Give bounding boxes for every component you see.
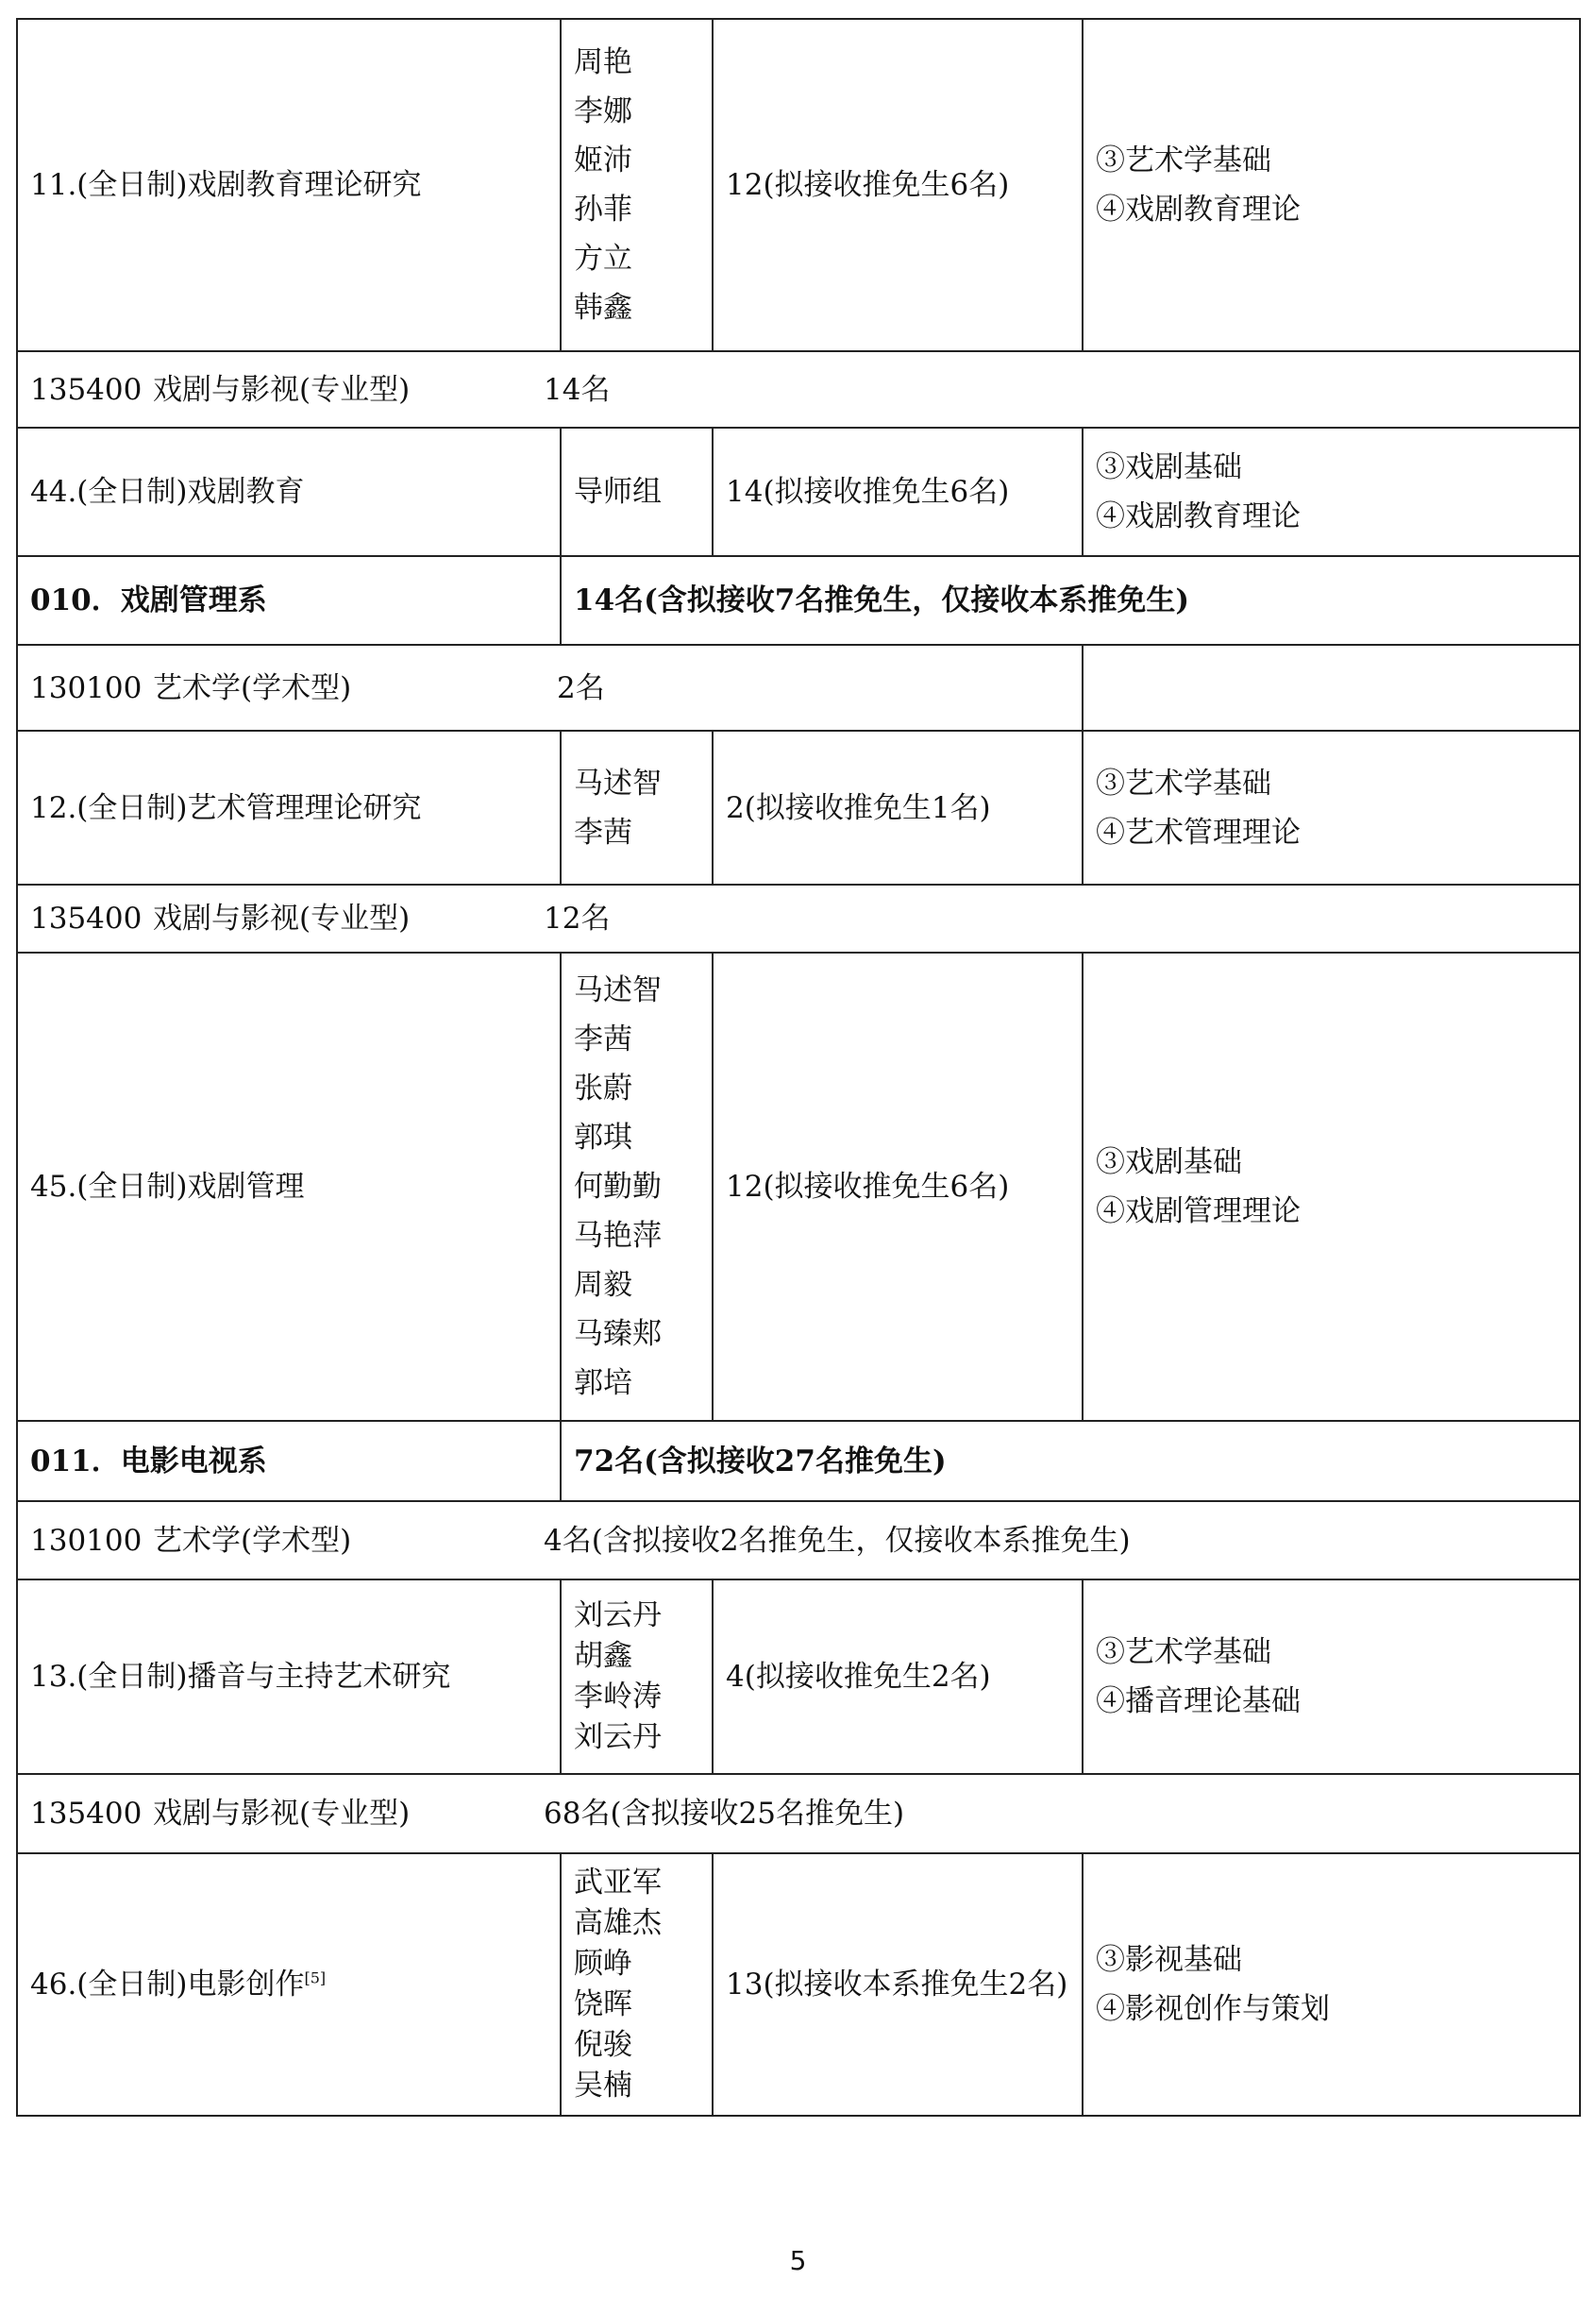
department-row bbox=[17, 556, 1580, 645]
exam-subjects: ③艺术学基础 ④播音理论基础 bbox=[1083, 1579, 1580, 1774]
department-row bbox=[17, 1421, 1580, 1501]
direction-name: 11.(全日制)戏剧教育理论研究 bbox=[17, 19, 561, 351]
major-title: 戏剧与影视(专业型) bbox=[153, 1797, 411, 1831]
major-code: 130100 bbox=[30, 670, 143, 705]
footnote-ref: [5] bbox=[304, 1968, 327, 1987]
major-row bbox=[17, 885, 1580, 953]
major-quota: 4名(含拟接收2名推免生，仅接收本系推免生) bbox=[544, 1523, 1131, 1558]
direction-name: 13.(全日制)播音与主持艺术研究 bbox=[17, 1579, 561, 1774]
direction-row bbox=[17, 953, 1580, 1421]
direction-name: 12.(全日制)艺术管理理论研究 bbox=[17, 731, 561, 885]
exam-subjects: ③艺术学基础 ④艺术管理理论 bbox=[1083, 731, 1580, 885]
major-quota: 12名 bbox=[544, 902, 611, 936]
major-title: 戏剧与影视(专业型) bbox=[153, 372, 411, 407]
major-row bbox=[17, 1774, 1580, 1853]
supervisor-list: 刘云丹 胡鑫 李岭涛 刘云丹 bbox=[561, 1579, 713, 1774]
major-code: 135400 bbox=[30, 902, 143, 936]
direction-quota: 14(拟接收推免生6名) bbox=[713, 428, 1083, 556]
major-code: 135400 bbox=[30, 372, 143, 407]
supervisor-list: 马述智 李茜 张蔚 郭琪 何勤勤 马艳萍 周毅 马臻郏 郭培 bbox=[561, 953, 713, 1421]
major-quota: 14名 bbox=[544, 372, 611, 407]
major-row bbox=[17, 351, 1580, 428]
department-name: 011．电影电视系 bbox=[17, 1421, 561, 1501]
direction-quota: 12(拟接收推免生6名) bbox=[713, 19, 1083, 351]
enrollment-table bbox=[16, 18, 1581, 2117]
direction-quota: 2(拟接收推免生1名) bbox=[713, 731, 1083, 885]
direction-row bbox=[17, 428, 1580, 556]
supervisor-list: 武亚军 高雄杰 顾峥 饶晖 倪骏 吴楠 bbox=[561, 1853, 713, 2116]
major-row bbox=[17, 645, 1580, 731]
exam-subjects: ③艺术学基础 ④戏剧教育理论 bbox=[1083, 19, 1580, 351]
direction-row bbox=[17, 1853, 1580, 2116]
department-name: 010．戏剧管理系 bbox=[17, 556, 561, 645]
direction-quota: 4(拟接收推免生2名) bbox=[713, 1579, 1083, 1774]
department-quota: 72名(含拟接收27名推免生) bbox=[561, 1421, 1580, 1501]
major-quota: 68名(含拟接收25名推免生) bbox=[544, 1797, 905, 1831]
major-code: 135400 bbox=[30, 1797, 143, 1831]
direction-quota: 12(拟接收推免生6名) bbox=[713, 953, 1083, 1421]
major-row bbox=[17, 1501, 1580, 1579]
supervisor-list: 周艳 李娜 姬沛 孙菲 方立 韩鑫 bbox=[561, 19, 713, 351]
exam-subjects: ③影视基础 ④影视创作与策划 bbox=[1083, 1853, 1580, 2116]
major-quota: 2名 bbox=[557, 670, 605, 705]
major-title: 艺术学(学术型) bbox=[153, 1523, 352, 1558]
direction-name: 45.(全日制)戏剧管理 bbox=[17, 953, 561, 1421]
supervisor-list: 马述智 李茜 bbox=[561, 731, 713, 885]
direction-quota: 13(拟接收本系推免生2名) bbox=[713, 1853, 1083, 2116]
exam-subjects: ③戏剧基础 ④戏剧教育理论 bbox=[1083, 428, 1580, 556]
exam-subjects: ③戏剧基础 ④戏剧管理理论 bbox=[1083, 953, 1580, 1421]
direction-row bbox=[17, 1579, 1580, 1774]
direction-row bbox=[17, 19, 1580, 351]
major-title: 戏剧与影视(专业型) bbox=[153, 902, 411, 936]
direction-name: 44.(全日制)戏剧教育 bbox=[17, 428, 561, 556]
page-number: 5 bbox=[789, 2245, 807, 2276]
major-code: 130100 bbox=[30, 1523, 143, 1558]
supervisor-list: 导师组 bbox=[561, 428, 713, 556]
direction-name: 46.(全日制)电影创作[5] bbox=[17, 1853, 561, 2116]
department-quota: 14名(含拟接收7名推免生，仅接收本系推免生) bbox=[561, 556, 1580, 645]
major-title: 艺术学(学术型) bbox=[153, 670, 352, 705]
empty-cell bbox=[1083, 645, 1580, 731]
direction-row bbox=[17, 731, 1580, 885]
